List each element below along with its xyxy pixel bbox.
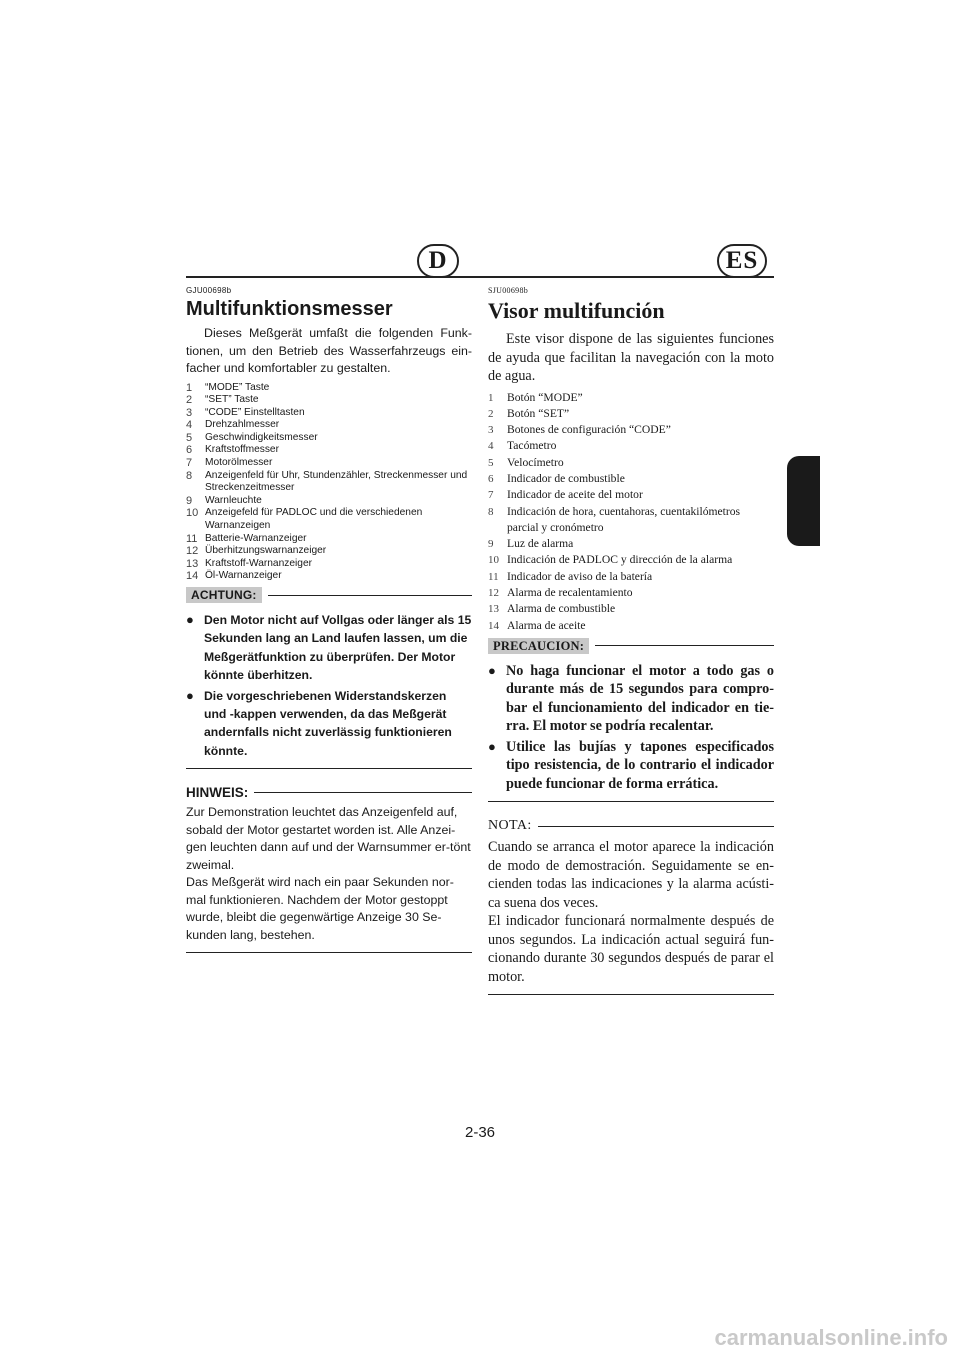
- feature-list-item: [488, 487, 774, 503]
- feature-list-item: [186, 495, 472, 508]
- caution-end-rule: [186, 768, 472, 769]
- feature-list-item: [488, 504, 774, 537]
- feature-list-item: [186, 382, 472, 395]
- item-number: 5: [186, 431, 193, 444]
- intro-paragraph: Dieses Meßgerät umfaßt die folgenden Funk-tionen, um den Betrieb des Wasserfahrzeugs ein-facher und komfortabler zu gestalten.: [186, 326, 472, 375]
- item-label: Velocímetro: [507, 455, 564, 469]
- item-label: Tacómetro: [507, 439, 557, 453]
- item-label: Anzeigefeld für PADLOC und die verschiedenen Warnanzeigen: [205, 507, 423, 532]
- item-number: 7: [186, 457, 193, 470]
- item-label: Luz de alarma: [507, 537, 574, 551]
- bullet-icon: ●: [186, 687, 194, 703]
- bullet-icon: ●: [488, 662, 496, 678]
- item-label: Botón “SET”: [507, 406, 570, 420]
- feature-list-item: [488, 536, 774, 552]
- note-header: [186, 785, 472, 800]
- item-number: 8: [186, 469, 193, 482]
- item-label: Batterie-Warnanzeiger: [205, 532, 307, 544]
- item-number: 10: [488, 554, 499, 567]
- language-badge-spanish: [717, 244, 767, 278]
- feature-list-item: [186, 558, 472, 571]
- feature-list-item: [488, 618, 774, 634]
- feature-list-item: [186, 533, 472, 546]
- item-number: 10: [186, 507, 199, 520]
- note-paragraph: El indicador funcionará normalmente después de unos segundos. La indicación actual seguirá fun-cionando durante 30 segundos después de parar el motor.: [488, 913, 774, 985]
- intro-paragraph: Este visor dispone de las siguientes funciones de ayuda que facilitan la navegación con la moto de agua.: [488, 331, 774, 384]
- feature-list-item: [186, 457, 472, 470]
- feature-list-item: [488, 585, 774, 601]
- bullet-icon: ●: [186, 612, 194, 627]
- feature-list-item: [186, 470, 472, 495]
- feature-list-item: [186, 507, 472, 532]
- item-number: 12: [186, 545, 199, 558]
- item-label: Geschwindigkeitsmesser: [205, 431, 318, 443]
- note-header: [488, 818, 774, 834]
- note-label: HINWEIS:: [186, 785, 249, 801]
- item-label: Indicación de PADLOC y dirección de la alarma: [507, 553, 733, 567]
- caution-label: PRECAUCION:: [488, 638, 589, 654]
- item-label: Motorölmesser: [205, 457, 273, 469]
- item-number: 5: [488, 456, 494, 469]
- item-label: Kraftstoff-Warnanzeiger: [205, 557, 313, 569]
- feature-list-item: [186, 545, 472, 558]
- note-label: NOTA:: [488, 818, 532, 834]
- caution-rule: [595, 645, 774, 646]
- feature-list-item: [186, 407, 472, 420]
- feature-list-item: [488, 422, 774, 438]
- item-number: 6: [488, 472, 494, 485]
- feature-list: [488, 390, 774, 634]
- item-label: Indicador de combustible: [507, 471, 625, 485]
- feature-list-item: [186, 419, 472, 432]
- note-paragraph: Cuando se arranca el motor aparece la indicación de modo de demostración. Seguidamente se en-cienden todas las indicaciones y la alarma acústi-ca suena dos veces.: [488, 839, 774, 911]
- section-code: SJU00698b: [488, 286, 529, 295]
- caution-list: [488, 662, 774, 794]
- item-number: 3: [488, 424, 494, 437]
- item-number: 6: [186, 444, 193, 457]
- note-rule: [254, 792, 472, 793]
- item-number: 14: [488, 619, 499, 632]
- item-number: 1: [488, 391, 494, 404]
- item-number: 2: [186, 394, 193, 407]
- item-number: 4: [186, 419, 193, 432]
- feature-list-item: [186, 432, 472, 445]
- language-code: ES: [725, 247, 759, 274]
- item-number: 13: [186, 557, 199, 570]
- item-label: Indicador de aceite del motor: [507, 488, 643, 502]
- caution-item: ● Utilice las bujías y tapones especificados tipo resistencia, de lo contrario el indicador puede funcionar de forma errática.: [488, 738, 774, 792]
- item-number: 12: [488, 587, 499, 600]
- language-code: D: [428, 247, 448, 274]
- item-number: 9: [488, 538, 494, 551]
- feature-list: [186, 382, 472, 584]
- caution-item: ● No haga funcionar el motor a todo gas o durante más de 15 segundos para compro-bar el funcionamiento del indicador en tie-rra. El motor se podría recalentar.: [488, 662, 774, 735]
- item-label: Kraftstoffmesser: [205, 444, 279, 456]
- section-title: Multifunktionsmesser: [186, 298, 393, 320]
- item-number: 2: [488, 407, 494, 420]
- item-label: Alarma de combustible: [507, 602, 616, 616]
- note-rule: [538, 826, 774, 827]
- feature-list-item: [186, 394, 472, 407]
- caution-header: [186, 587, 472, 603]
- chapter-tab-marker: [787, 456, 820, 546]
- section-title: Visor multifunción: [488, 298, 665, 323]
- page-number: 2-36: [464, 1124, 496, 1141]
- caution-end-rule: [488, 801, 774, 802]
- item-number: 8: [488, 505, 494, 518]
- item-label: Alarma de aceite: [507, 618, 586, 632]
- caution-item: ● Die vorgeschriebenen Widerstandskerzen und -kappen verwenden, da das Meßgerät andernfalls nicht zuverlässig funktionieren könnte.: [186, 687, 452, 758]
- language-badge-german: [417, 244, 459, 278]
- item-label: “CODE” Einstelltasten: [205, 406, 305, 418]
- item-number: 3: [186, 406, 193, 419]
- item-number: 11: [186, 532, 198, 545]
- item-number: 4: [488, 440, 494, 453]
- caution-list: [186, 611, 472, 760]
- note-paragraph: Das Meßgerät wird nach ein paar Sekunden nor-mal funktionieren. Nachdem der Motor gestoppt wurde, bleibt die gegenwärtige Anzeige 30 Se-kunden lang, bestehen.: [186, 875, 454, 942]
- feature-list-item: [488, 406, 774, 422]
- note-end-rule: [488, 994, 774, 995]
- section-code: GJU00698b: [186, 286, 232, 295]
- item-label: Überhitzungswarnanzeiger: [205, 545, 327, 557]
- item-number: 14: [186, 570, 199, 583]
- item-label: Botón “MODE”: [507, 390, 583, 404]
- item-number: 13: [488, 603, 499, 616]
- item-label: Drehzahlmesser: [205, 419, 280, 431]
- caution-item: ● Den Motor nicht auf Vollgas oder länger als 15 Sekunden lang an Land laufen lassen, um die Meßgerätfunktion zu überprüfen. Der Motor könnte überhitzen.: [186, 612, 472, 683]
- feature-list-item: [488, 601, 774, 617]
- feature-list-item: [488, 569, 774, 585]
- note-end-rule: [186, 952, 472, 953]
- item-label: Botones de configuración “CODE”: [507, 423, 671, 437]
- watermark: carmanualsonline.info: [714, 1325, 948, 1350]
- feature-list-item: [488, 438, 774, 454]
- feature-list-item: [488, 552, 774, 568]
- feature-list-item: [186, 570, 472, 583]
- item-label: Indicador de aviso de la batería: [507, 569, 653, 583]
- item-number: 11: [488, 570, 499, 583]
- item-label: Warnleuchte: [205, 494, 262, 506]
- caution-label: ACHTUNG:: [186, 587, 262, 603]
- feature-list-item: [488, 471, 774, 487]
- item-label: Indicación de hora, cuentahoras, cuentakilómetros parcial y cronómetro: [507, 504, 741, 534]
- spanish-column: [488, 286, 774, 995]
- feature-list-item: [186, 444, 472, 457]
- item-label: “SET” Taste: [205, 394, 259, 406]
- item-number: 1: [186, 381, 193, 394]
- item-number: 9: [186, 494, 193, 507]
- header-rule: [186, 276, 774, 278]
- bullet-icon: ●: [488, 738, 496, 754]
- item-label: Alarma de recalentamiento: [507, 586, 633, 600]
- feature-list-item: [488, 455, 774, 471]
- item-label: Anzeigenfeld für Uhr, Stundenzähler, Streckenmesser und Streckenzeitmesser: [205, 469, 468, 494]
- german-column: [186, 286, 472, 953]
- item-label: “MODE” Taste: [205, 381, 270, 393]
- caution-header: [488, 638, 774, 654]
- feature-list-item: [488, 390, 774, 406]
- note-paragraph: Zur Demonstration leuchtet das Anzeigenfeld auf, sobald der Motor gestartet worden ist. Alle Anzei-gen leuchten dann auf und der Warnsummer er-tönt zweimal.: [186, 805, 471, 872]
- item-number: 7: [488, 489, 494, 502]
- caution-rule: [268, 595, 472, 596]
- item-label: Öl-Warnanzeiger: [205, 570, 282, 582]
